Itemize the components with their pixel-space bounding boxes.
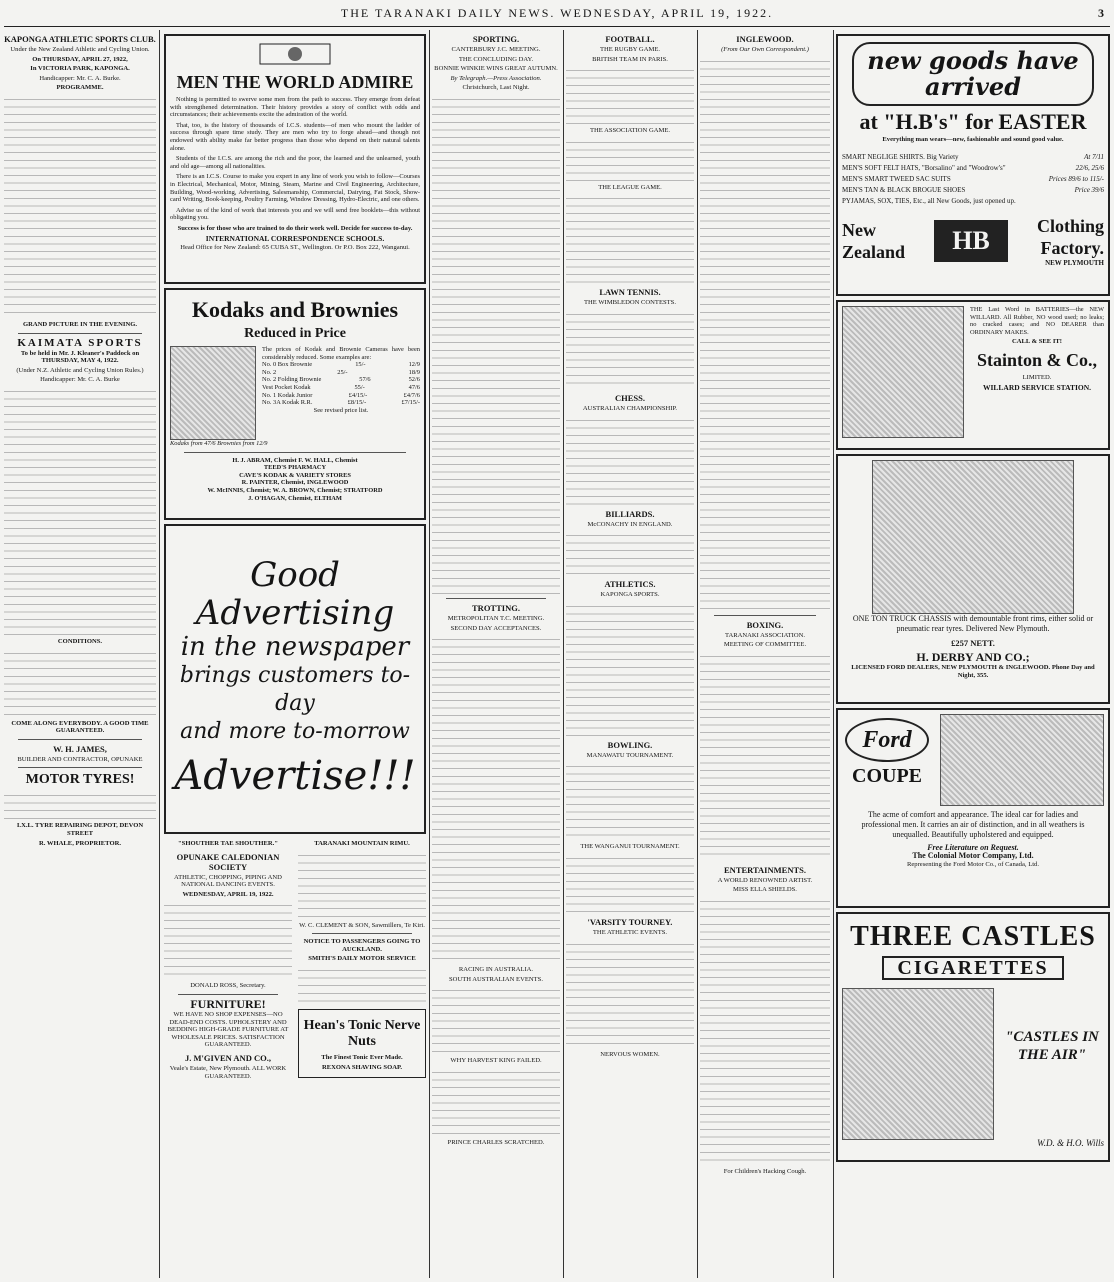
hbs-price: 22/6, 25/6	[1075, 163, 1104, 172]
boxing-section: BOXING.	[746, 619, 784, 630]
kodak-price-row	[262, 392, 420, 400]
divider	[18, 333, 142, 334]
kodak-price-row	[262, 399, 420, 407]
smith-service-title: SMITH'S DAILY MOTOR SERVICE	[308, 955, 416, 963]
kaimata-programme-block	[4, 386, 156, 636]
castles-subtitle: CIGARETTES	[882, 956, 1064, 980]
acceptances-heading: SECOND DAY ACCEPTANCES.	[450, 624, 542, 632]
canterbury-heading: CANTERBURY J.C. MEETING.	[451, 46, 541, 53]
hbs-item: MEN'S TAN & BLACK BROGUE SHOES	[842, 185, 966, 194]
castles-quote: "CASTLES IN THE AIR"	[1005, 1029, 1099, 1063]
stainton-advertisement	[836, 300, 1110, 450]
athletic-events-heading: THE ATHLETIC EVENTS.	[592, 928, 668, 936]
correspondent-credit: (From Our Own Correspondent.)	[721, 46, 809, 53]
kodak-price-row	[262, 369, 420, 377]
bonnie-winkie-heading: BONNIE WINKIE WINS GREAT AUTUMN.	[434, 65, 558, 73]
ics-crest-icon	[170, 40, 420, 68]
manawatu-heading: MANAWATU TOURNAMENT.	[586, 751, 674, 759]
derby-subtitle: LICENSED FORD DEALERS, NEW PLYMOUTH & INGLEWOOD. Phone Day and Night, 355.	[851, 664, 1095, 679]
kodak-revised-note: See revised price list.	[313, 406, 369, 414]
ford-body: The acme of comfort and appearance. The ideal car for ladies and professional men. It carries an air of distinction, and in all weathers is unequalled. Beautifully upholstered and equipped.	[861, 810, 1085, 839]
prince-charles-heading: PRINCE CHARLES SCRATCHED.	[447, 1138, 545, 1146]
stainton-call: CALL & SEE IT!	[1011, 338, 1063, 346]
notice-title: NOTICE TO PASSENGERS GOING TO AUCKLAND.	[303, 938, 421, 953]
conditions-text-block	[4, 648, 156, 718]
hbs-advertisement	[836, 34, 1110, 296]
advertise-line: in the newspaper	[180, 632, 410, 662]
chess-section: CHESS.	[615, 392, 645, 403]
acceptances-text	[432, 634, 560, 964]
truck-price: £257 NETT.	[951, 638, 995, 648]
divider	[446, 598, 546, 599]
battery-illustration	[842, 306, 964, 438]
kodak-advertisement	[164, 288, 426, 520]
billiards-section: BILLIARDS.	[605, 508, 655, 519]
shouther-heading: "SHOUTHER TAE SHOUTHER."	[178, 840, 278, 847]
hbs-price-list	[842, 152, 1104, 207]
ford-truck-advertisement	[836, 454, 1110, 704]
advertise-advertisement	[164, 524, 426, 834]
ics-advertisement	[164, 34, 426, 284]
association-heading: THE ASSOCIATION GAME.	[589, 127, 671, 135]
builder-trade: BUILDER AND CONTRACTOR, OPUNAKE	[17, 755, 143, 763]
chess-text	[566, 415, 694, 505]
artist-heading: A WORLD RENOWNED ARTIST.	[717, 876, 813, 884]
stainton-limited: LIMITED.	[1022, 373, 1052, 381]
nervous-women-heading: NERVOUS WOMEN.	[600, 1050, 660, 1058]
sporting-section: SPORTING.	[472, 34, 520, 44]
kodak-now: £7/15/-	[401, 399, 420, 407]
derby-name: H. DERBY AND CO.;	[916, 650, 1030, 664]
hbs-price-row	[842, 196, 1104, 207]
kodak-name: No. 1 Kodak Junior	[262, 391, 313, 399]
truck-illustration	[872, 460, 1074, 614]
hbs-price: Prices 89/6 to 115/-	[1048, 174, 1104, 183]
kodak-now: 18/9	[408, 368, 420, 376]
grand-picture: GRAND PICTURE IN THE EVENING.	[22, 320, 137, 328]
harvest-king-text	[432, 1067, 560, 1137]
committee-heading: MEETING OF COMMITTEE.	[723, 641, 807, 649]
column-sports-notices	[4, 30, 156, 1278]
kodak-name: Vest Pocket Kodak	[262, 383, 311, 391]
kodak-was: 25/-	[337, 368, 348, 376]
kodak-camera-illustration	[170, 346, 256, 440]
athletics-section: ATHLETICS.	[604, 579, 656, 590]
ics-school-name: INTERNATIONAL CORRESPONDENCE SCHOOLS.	[205, 233, 385, 243]
bowling-section: BOWLING.	[607, 739, 653, 750]
league-heading: THE LEAGUE GAME.	[598, 183, 662, 191]
ford-representing: Representing the Ford Motor Co., of Canada, Ltd.	[906, 861, 1040, 869]
motor-tyres-title: MOTOR TYRES!	[25, 772, 135, 788]
castles-title: THREE CASTLES	[850, 921, 1096, 952]
hbs-price-row	[842, 185, 1104, 196]
divider	[184, 452, 406, 453]
kaponga-programme: PROGRAMME.	[56, 84, 104, 92]
metropolitan-heading: METROPOLITAN T.C. MEETING.	[447, 614, 545, 622]
smith-service-text	[298, 965, 426, 1005]
kaponga-sports-heading: KAPONGA SPORTS.	[600, 591, 660, 599]
builder-name: W. H. JAMES,	[53, 743, 107, 754]
advertise-line: Good Advertising	[195, 555, 395, 633]
hbs-item: MEN'S SOFT FELT HATS, "Borsalino" and "Woodrow's"	[842, 163, 1006, 172]
smoker-illustration	[842, 988, 994, 1140]
sa-events-heading: SOUTH AUSTRALIAN EVENTS.	[449, 975, 543, 983]
ics-address: Head Office for New Zealand: 65 CUBA ST., Wellington. Or P.O. Box 222, Wanganui.	[180, 244, 410, 252]
manawatu-text	[566, 761, 694, 841]
kaimata-sports-subtitle: To be held in Mr. J. Kleaner's Paddock on THURSDAY, MAY 4, 1922.	[20, 349, 140, 365]
association-text	[566, 137, 694, 182]
sa-events-text	[432, 985, 560, 1055]
motor-tyres-depot: I.X.L. TYRE REPAIRING DEPOT, DEVON STREET	[16, 822, 144, 837]
boxing-text	[700, 651, 830, 861]
kodak-intro: The prices of Kodak and Brownie Cameras have been considerably reduced. Some examples are:	[262, 346, 420, 361]
varsity-heading: 'VARSITY TOURNEY.	[587, 916, 673, 927]
caledonian-title: OPUNAKE CALEDONIAN SOCIETY	[176, 851, 280, 872]
taranaki-association-heading: TARANAKI ASSOCIATION.	[724, 631, 806, 639]
hbs-factory-word: Factory.	[1040, 237, 1104, 258]
timber-firm: W. C. CLEMENT & SON, Sawmillers, Te Kiri.	[299, 921, 425, 929]
kaponga-sports-subtitle: Under the New Zealand Athletic and Cycling Union.	[10, 46, 150, 53]
column-advertisements	[164, 30, 426, 1278]
stainton-station: WILLARD SERVICE STATION.	[982, 382, 1092, 392]
divider	[18, 767, 142, 768]
three-castles-advertisement	[836, 912, 1110, 1162]
kodak-now: 47/6	[408, 383, 420, 391]
rugby-heading: THE RUGBY GAME.	[599, 46, 660, 53]
race-results-text	[432, 94, 560, 594]
column-sporting	[432, 30, 560, 1278]
timber-text	[298, 850, 426, 920]
hbs-price-row	[842, 163, 1104, 174]
entertainments-section: ENTERTAINMENTS.	[724, 864, 806, 875]
hbs-price: Price 39/6	[1074, 185, 1104, 194]
football-section: FOOTBALL.	[605, 34, 655, 44]
ella-shields-heading: MISS ELLA SHIELDS.	[733, 886, 797, 894]
australian-championship-heading: AUSTRALIAN CHAMPIONSHIP.	[582, 404, 678, 412]
hbs-zealand-word: Zealand	[842, 242, 906, 263]
kaimata-conditions: CONDITIONS.	[57, 637, 103, 645]
ford-logo: Ford	[845, 718, 929, 762]
kodak-now: 52/6	[408, 376, 420, 384]
harvest-king-heading: WHY HARVEST KING FAILED.	[450, 1057, 542, 1065]
trotting-section: TROTTING.	[472, 602, 520, 613]
telegraph-credit: By Telegraph.—Press Association.	[450, 74, 542, 82]
ford-coupe-advertisement	[836, 708, 1110, 908]
motor-tyres-proprietor: R. WHALE, PROPRIETOR.	[38, 839, 121, 847]
kaponga-sports-date: On THURSDAY, APRIL 27, 1922,	[32, 55, 128, 63]
british-team-heading: BRITISH TEAM IN PARIS.	[592, 55, 668, 63]
wanganui-text	[566, 853, 694, 913]
column-divider	[429, 30, 430, 1278]
kaimata-union: (Under N.Z. Athletic and Cycling Union Rules.)	[16, 366, 144, 374]
masthead-rule	[4, 26, 1110, 27]
timber-title: TARANAKI MOUNTAIN RIMU.	[314, 840, 410, 847]
kodak-name: No. 0 Box Brownie	[262, 361, 313, 369]
kodak-price-row	[262, 384, 420, 392]
hbs-item: SMART NEGLIGE SHIRTS. Big Variety	[842, 152, 959, 161]
ics-headline: MEN THE WORLD ADMIRE	[176, 72, 414, 92]
kodak-was: 15/-	[355, 361, 366, 369]
page-number: 3	[1098, 6, 1106, 20]
hbs-price-row	[842, 174, 1104, 185]
ford-model: COUPE	[852, 765, 922, 787]
hbs-new-word: New	[842, 220, 876, 241]
kodak-was: 55/-	[354, 383, 365, 391]
hbs-banner: new goods have arrived	[852, 42, 1094, 106]
caledonian-programme	[164, 900, 292, 980]
kaimata-welcome: COME ALONG EVERYBODY. A GOOD TIME GUARANTEED.	[11, 719, 149, 735]
kaimata-handicapper: Handicapper: Mr. C. A. Burke	[40, 376, 120, 384]
rugby-text	[566, 65, 694, 125]
wanganui-heading: THE WANGANUI TOURNAMENT.	[580, 843, 680, 851]
divider	[312, 933, 412, 934]
hbs-tagline: Everything man wears—new, fashionable and sound good value.	[882, 136, 1064, 143]
furniture-firm: J. M'GIVEN AND CO.,	[185, 1052, 271, 1063]
advertise-line: brings customers to-day	[179, 663, 411, 716]
divider	[18, 739, 142, 740]
kodak-was: 57/6	[359, 376, 371, 384]
hbs-item: MEN'S SMART TWEED SAC SUITS	[842, 174, 951, 183]
kodak-name: No. 2 Folding Brownie	[262, 376, 322, 384]
furniture-address: Veale's Estate, New Plymouth. ALL WORK GUARANTEED.	[169, 1064, 287, 1080]
ics-paragraph: There is an I.C.S. Course to make you expert in any line of work you wish to follow—Courses in Electrical, Mechanical, Motor, Mining, Steam, Marine and Civil Engineering, Architecture, Building, Wood-working, Advertising, Salesmanship, Commercial, Dairying, Fat Stock, Show-card Writing, Book-keeping, Poultry Farming, Window Dressing, Hydro-Electric, and one others.	[170, 173, 420, 204]
kodak-now: 12/9	[408, 361, 420, 369]
kodak-was: £4/15/-	[348, 391, 368, 399]
ford-free-literature: Free Literature on Request.	[927, 843, 1019, 852]
stainton-name: Stainton & Co.,	[976, 349, 1097, 370]
wimbledon-heading: THE WIMBLEDON CONTESTS.	[583, 299, 676, 307]
kodak-price-list	[262, 361, 420, 407]
column-inglewood	[700, 30, 830, 1278]
furniture-title: FURNITURE!	[190, 996, 266, 1011]
hean-subtitle: The Finest Tonic Ever Made.	[321, 1053, 403, 1061]
kodak-subheadline: Reduced in Price	[244, 326, 346, 341]
ics-paragraph: Advise us of the kind of work that interests you and we will send free booklets—this without obligating you.	[170, 206, 420, 222]
hbs-item: PYJAMAS, SOX, TIES, Etc., all New Goods, just opened up.	[842, 196, 1016, 205]
lawn-tennis-section: LAWN TENNIS.	[599, 287, 661, 298]
ics-paragraph: Nothing is permitted to swerve some men from the path to success. They emerge from defeat with strengthened determination. Their history provides a story of conflict with odds and circumstances; their achievements excite the admiration of the world.	[170, 96, 420, 119]
masthead	[0, 6, 1114, 26]
inglewood-text	[700, 56, 830, 611]
hacking-cough-heading: For Children's Hacking Cough.	[723, 1167, 807, 1175]
kaponga-handicapper: Handicapper: Mr. C. A. Burke.	[39, 74, 121, 82]
advertise-line: and more to-morrow	[180, 719, 410, 744]
hbs-easter-headline: at "H.B's" for EASTER	[859, 109, 1087, 134]
ics-motto: Success is for those who are trained to do their work well. Decide for success to-day.	[177, 224, 413, 232]
coupe-illustration	[940, 714, 1104, 806]
varsity-text	[566, 939, 694, 1049]
caledonian-subtitle: ATHLETIC, CHOPPING, PIPING AND NATIONAL DANCING EVENTS.	[174, 873, 282, 889]
mcconachy-heading: McCONACHY IN ENGLAND.	[587, 520, 673, 528]
furniture-body: WE HAVE NO SHOP EXPENSES—NO DEAD-END COSTS. UPHOLSTERY AND BEDDING HIGH-GRADE FURNITURE AT WHOLESALE PRICES. SATISFACTION GUARANTEED.	[167, 1010, 289, 1049]
wimbledon-text	[566, 309, 694, 389]
league-text	[566, 193, 694, 283]
racing-australia-heading: RACING IN AUSTRALIA.	[458, 966, 534, 974]
kodak-price-row	[262, 376, 420, 384]
dateline: Christchurch, Last Night.	[462, 84, 530, 92]
column-divider	[697, 30, 698, 1278]
hbs-logo: HB	[934, 220, 1008, 262]
programme-text-block	[4, 94, 156, 319]
kodak-was: £8/15/-	[347, 399, 367, 407]
kodak-headline: Kodaks and Brownies	[191, 297, 399, 322]
divider	[714, 615, 816, 616]
divider	[178, 994, 278, 995]
ics-paragraph: Students of the I.C.S. are among the rich and the poor, the learned and the unlearned, youth and old age—among all nationalities.	[170, 155, 420, 170]
kaponga-sports-title: KAPONGA ATHLETIC SPORTS CLUB.	[4, 34, 156, 44]
advertise-slogan: Advertise!!!	[174, 753, 416, 799]
hbs-price: At 7/11	[1084, 152, 1104, 161]
inglewood-section: INGLEWOOD.	[736, 34, 794, 44]
caledonian-date: WEDNESDAY, APRIL 19, 1922.	[182, 890, 274, 898]
kodak-now: £4/7/6	[403, 391, 420, 399]
hean-advertisement	[298, 1009, 426, 1078]
hbs-price-row	[842, 152, 1104, 163]
stainton-headline: THE Last Word in BATTERIES—the NEW WILLARD. All Rubber, NO wood used; no leaks; no cracked cases; and NO DEARER than ORDINARY MAKES.	[970, 306, 1104, 336]
ics-paragraph: That, too, is the history of thousands of I.C.S. students—of men who mount the ladder of success through spare time study. They are men who try to forge ahead—and though not endowed with ability make far better progress than those who depend on their natural talents alone.	[170, 121, 420, 152]
entertainments-text	[700, 896, 830, 1166]
rexona-heading: REXONA SHAVING SOAP.	[321, 1063, 403, 1071]
masthead-title: THE TARANAKI DAILY NEWS. WEDNESDAY, APRIL 19, 1922.	[340, 6, 774, 20]
kaimata-sports-title: KAIMATA SPORTS	[17, 336, 143, 349]
kodak-name: No. 2	[262, 368, 277, 376]
hbs-town: NEW PLYMOUTH	[1045, 258, 1104, 267]
billiards-text	[566, 530, 694, 575]
column-divider	[563, 30, 564, 1278]
concluding-day: THE CONCLUDING DAY.	[458, 55, 534, 63]
column-football	[566, 30, 694, 1278]
hbs-clothing-word: Clothing	[1036, 215, 1104, 236]
athletics-text	[566, 601, 694, 736]
truck-description: ONE TON TRUCK CHASSIS with demountable front rims, either solid or pneumatic rear tyres. Delivered New Plymouth.	[852, 614, 1094, 633]
column-divider	[159, 30, 160, 1278]
ford-colonial-motor: The Colonial Motor Company, Ltd.	[912, 850, 1034, 860]
column-display-ads	[836, 30, 1110, 1278]
kodak-price-note: Kodaks from 47/6 Brownies from 12/9	[170, 440, 268, 447]
castles-signature: W.D. & H.O. Wills	[1037, 1138, 1104, 1148]
hean-title: Hean's Tonic Nerve Nuts	[303, 1017, 421, 1049]
column-divider	[833, 30, 834, 1278]
motor-tyres-text	[4, 790, 156, 820]
kodak-dealers: H. J. ABRAM, Chemist F. W. HALL, Chemist TEED'S PHARMACY CAVE'S KODAK & VARIETY STORES R. PAINTER, Chemist, INGLEWOOD W. McINNIS, Chemist; W. A. BROWN, Chemist; STRATFORD J. O'HAGAN, Chemist, ELTHAM	[207, 456, 383, 502]
caledonian-secretary: DONALD ROSS, Secretary.	[190, 982, 266, 990]
kodak-name: No. 3A Kodak R.R.	[262, 399, 313, 407]
kodak-price-row	[262, 361, 420, 369]
kaponga-sports-place: In VICTORIA PARK, KAPONGA.	[30, 65, 130, 73]
